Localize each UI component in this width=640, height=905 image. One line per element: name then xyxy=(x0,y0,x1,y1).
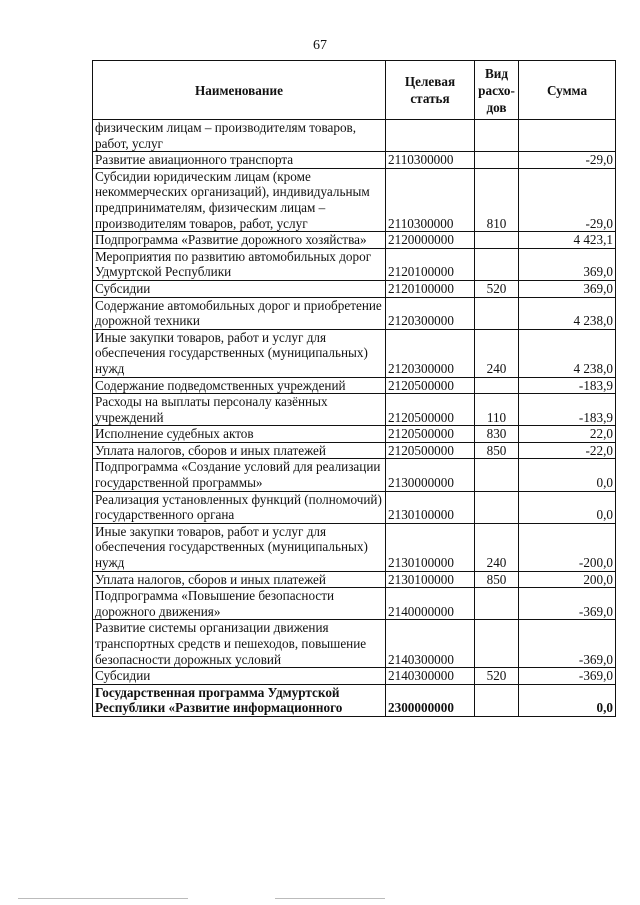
cell-sum: -22,0 xyxy=(519,442,616,459)
cell-type xyxy=(475,459,519,491)
table-row xyxy=(93,232,616,249)
cell-code: 2130100000 xyxy=(386,571,475,588)
cell-sum: 0,0 xyxy=(519,459,616,491)
table-row xyxy=(93,329,616,377)
cell-code: 2110300000 xyxy=(386,168,475,231)
header-type: Вид расхо-дов xyxy=(475,61,519,120)
cell-name: физическим лицам – производителям товаров, работ, услуг xyxy=(93,120,386,152)
cell-code: 2300000000 xyxy=(386,684,475,716)
cell-code: 2140300000 xyxy=(386,620,475,668)
cell-type: 240 xyxy=(475,523,519,571)
cell-code: 2120500000 xyxy=(386,426,475,443)
cell-sum: 0,0 xyxy=(519,491,616,523)
budget-table xyxy=(92,60,616,717)
cell-code: 2140000000 xyxy=(386,588,475,620)
cell-sum: -369,0 xyxy=(519,668,616,685)
table-row xyxy=(93,394,616,426)
cell-code: 2120300000 xyxy=(386,329,475,377)
cell-name: Мероприятия по развитию автомобильных дорог Удмуртской Республики xyxy=(93,248,386,280)
table-row xyxy=(93,571,616,588)
cell-code: 2130000000 xyxy=(386,459,475,491)
cell-type: 830 xyxy=(475,426,519,443)
cell-sum: 369,0 xyxy=(519,280,616,297)
cell-sum: -369,0 xyxy=(519,620,616,668)
cell-type xyxy=(475,152,519,169)
cell-sum: -183,9 xyxy=(519,394,616,426)
table-row xyxy=(93,620,616,668)
table-row xyxy=(93,459,616,491)
cell-type: 850 xyxy=(475,571,519,588)
page-number: 67 xyxy=(313,38,327,53)
cell-name: Уплата налогов, сборов и иных платежей xyxy=(93,571,386,588)
footer-rule-right xyxy=(275,898,385,899)
cell-name: Субсидии юридическим лицам (кроме некоммерческих организаций), индивидуальным предпринимателям, физическим лицам – производителям товаров, работ, услуг xyxy=(93,168,386,231)
cell-code: 2120000000 xyxy=(386,232,475,249)
cell-code: 2140300000 xyxy=(386,668,475,685)
cell-type: 520 xyxy=(475,668,519,685)
footer-rule-left xyxy=(18,898,188,899)
cell-name: Государственная программа Удмуртской Республики «Развитие информационного xyxy=(93,684,386,716)
cell-type: 810 xyxy=(475,168,519,231)
table-row xyxy=(93,280,616,297)
cell-code: 2110300000 xyxy=(386,152,475,169)
table-row xyxy=(93,668,616,685)
cell-type: 520 xyxy=(475,280,519,297)
cell-sum: -29,0 xyxy=(519,152,616,169)
cell-sum: 200,0 xyxy=(519,571,616,588)
cell-name: Расходы на выплаты персоналу казённых учреждений xyxy=(93,394,386,426)
cell-code: 2120300000 xyxy=(386,297,475,329)
table-row xyxy=(93,442,616,459)
cell-type xyxy=(475,684,519,716)
table-row xyxy=(93,491,616,523)
table-row xyxy=(93,120,616,152)
cell-sum: 4 238,0 xyxy=(519,297,616,329)
cell-name: Субсидии xyxy=(93,280,386,297)
cell-sum: -200,0 xyxy=(519,523,616,571)
table-row xyxy=(93,426,616,443)
cell-code: 2120100000 xyxy=(386,248,475,280)
cell-name: Уплата налогов, сборов и иных платежей xyxy=(93,442,386,459)
table-row xyxy=(93,168,616,231)
cell-name: Подпрограмма «Повышение безопасности дорожного движения» xyxy=(93,588,386,620)
header-code: Целевая статья xyxy=(386,61,475,120)
cell-sum: 22,0 xyxy=(519,426,616,443)
cell-code: 2120500000 xyxy=(386,377,475,394)
cell-type: 240 xyxy=(475,329,519,377)
cell-type xyxy=(475,588,519,620)
table-row xyxy=(93,377,616,394)
cell-name: Развитие авиационного транспорта xyxy=(93,152,386,169)
table-row xyxy=(93,152,616,169)
cell-name: Исполнение судебных актов xyxy=(93,426,386,443)
cell-type xyxy=(475,120,519,152)
table-body xyxy=(93,120,616,717)
cell-name: Содержание автомобильных дорог и приобретение дорожной техники xyxy=(93,297,386,329)
table-row xyxy=(93,588,616,620)
table-header-row xyxy=(93,61,616,120)
cell-sum: -29,0 xyxy=(519,168,616,231)
cell-type xyxy=(475,297,519,329)
cell-type xyxy=(475,248,519,280)
cell-name: Развитие системы организации движения транспортных средств и пешеходов, повышение безопасности дорожных условий xyxy=(93,620,386,668)
table-row xyxy=(93,684,616,716)
cell-sum: 0,0 xyxy=(519,684,616,716)
table-row xyxy=(93,248,616,280)
cell-name: Реализация установленных функций (полномочий) государственного органа xyxy=(93,491,386,523)
cell-name: Субсидии xyxy=(93,668,386,685)
cell-sum: -369,0 xyxy=(519,588,616,620)
cell-code: 2120500000 xyxy=(386,442,475,459)
cell-type: 850 xyxy=(475,442,519,459)
header-name: Наименование xyxy=(93,61,386,120)
cell-sum: -183,9 xyxy=(519,377,616,394)
table-row xyxy=(93,297,616,329)
table-row xyxy=(93,523,616,571)
cell-code: 2120500000 xyxy=(386,394,475,426)
cell-sum xyxy=(519,120,616,152)
cell-type xyxy=(475,232,519,249)
cell-name: Подпрограмма «Создание условий для реализации государственной программы» xyxy=(93,459,386,491)
cell-sum: 4 238,0 xyxy=(519,329,616,377)
cell-type xyxy=(475,620,519,668)
cell-name: Иные закупки товаров, работ и услуг для обеспечения государственных (муниципальных) нужд xyxy=(93,329,386,377)
cell-sum: 4 423,1 xyxy=(519,232,616,249)
cell-name: Содержание подведомственных учреждений xyxy=(93,377,386,394)
cell-code: 2120100000 xyxy=(386,280,475,297)
cell-name: Иные закупки товаров, работ и услуг для обеспечения государственных (муниципальных) нужд xyxy=(93,523,386,571)
cell-type: 110 xyxy=(475,394,519,426)
cell-code xyxy=(386,120,475,152)
cell-code: 2130100000 xyxy=(386,523,475,571)
cell-code: 2130100000 xyxy=(386,491,475,523)
cell-type xyxy=(475,491,519,523)
header-sum: Сумма xyxy=(519,61,616,120)
cell-type xyxy=(475,377,519,394)
cell-sum: 369,0 xyxy=(519,248,616,280)
cell-name: Подпрограмма «Развитие дорожного хозяйства» xyxy=(93,232,386,249)
